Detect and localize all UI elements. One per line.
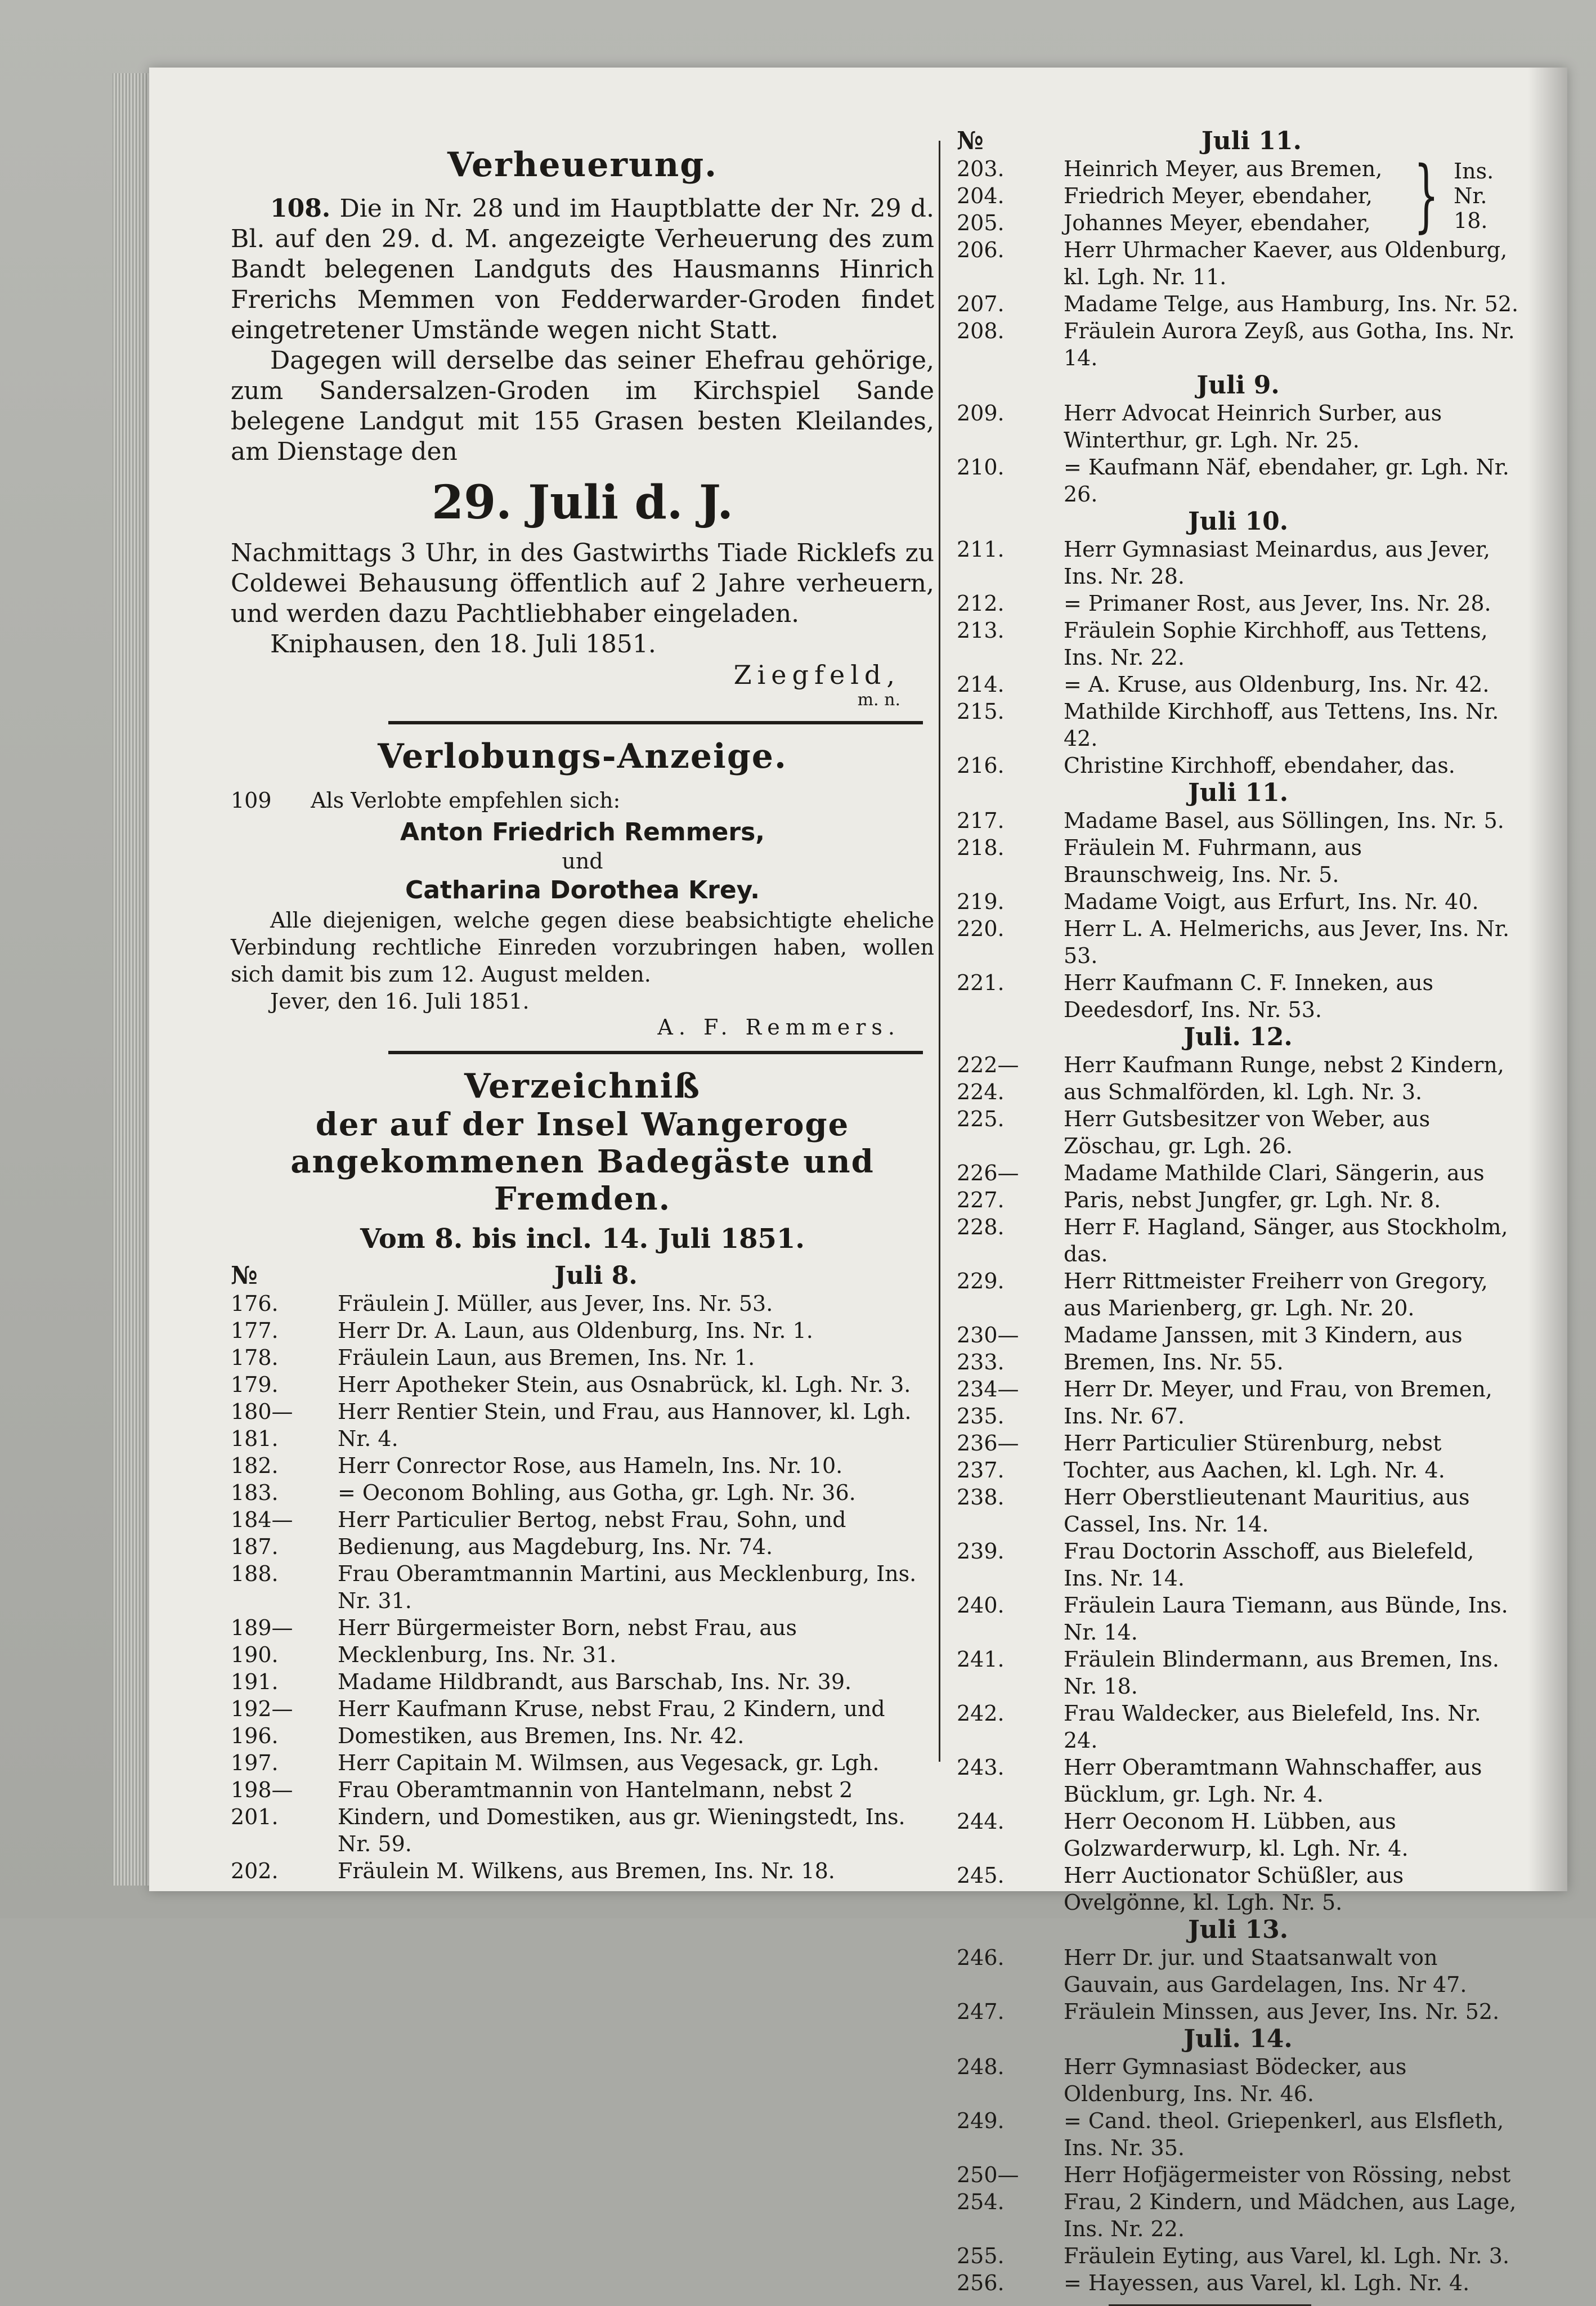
entry-text: Herr Capitain M. Wilmsen, aus Vegesack, gr. Lgh. [338,1750,880,1775]
day-heading-juli-12: Juli. 12. [1183,1023,1293,1051]
entry-text: Herr Kaufmann Kruse, nebst Frau, 2 Kindern, und Domestiken, aus Bremen, Ins. Nr. 42. [338,1696,885,1748]
list-item [957,671,1519,698]
entry-number: 197. [231,1750,279,1775]
entry-number: 211. [957,537,1005,562]
list-item [231,1776,934,1857]
section-divider [388,1051,923,1054]
notice-109-intro: Als Verlobte empfehlen sich: [311,788,621,813]
list-item [231,1614,934,1668]
curly-brace: } [1414,150,1439,241]
list-item [957,1376,1519,1430]
notice-109-name-1: Anton Friedrich Remmers, [400,818,765,847]
list-item [231,1290,934,1317]
entry-text: Herr Gutsbesitzer von Weber, aus Zöschau, gr. Lgh. 26. [1064,1107,1431,1158]
entry-text: Fräulein Minssen, aus Jever, Ins. Nr. 52. [1064,1999,1500,2024]
entry-text: Herr Uhrmacher Kaever, aus Oldenburg, kl. Lgh. Nr. 11. [1064,238,1508,289]
entry-number: 242. [957,1701,1005,1726]
entry-text: Frau Oberamtmannin von Hantelmann, nebst 2 Kindern, und Domestiken, aus gr. Wieningstedt, Ins. Nr. 59. [338,1777,905,1856]
entry-number: 210. [957,455,1005,480]
entry-number: 219. [957,889,1005,914]
list-item [957,209,1407,236]
grouped-entry-names [957,155,1407,236]
list-item [957,1700,1519,1754]
entry-text: Herr Apotheker Stein, aus Osnabrück, kl. Lgh. Nr. 3. [338,1372,911,1397]
entry-text: Frau Oberamtmannin Martini, aus Mecklenburg, Ins. Nr. 31. [338,1561,917,1613]
list-item [231,1749,934,1776]
entry-text: Fräulein Eyting, aus Varel, kl. Lgh. Nr. 3. [1064,2244,1510,2268]
list-item [957,1998,1519,2025]
day-heading-juli-14: Juli. 14. [1183,2025,1293,2053]
entry-number: 188. [231,1561,279,1586]
entry-text: Fräulein M. Fuhrmann, aus Braunschweig, Ins. Nr. 5. [1064,835,1362,887]
entry-text: Frau Waldecker, aus Bielefeld, Ins. Nr. 24. [1064,1701,1481,1753]
entry-number: 247. [957,1999,1005,2024]
entry-number: 220. [957,916,1005,941]
list-item [957,536,1519,590]
entry-number: 177. [231,1318,279,1343]
list-item [957,807,1519,834]
entry-text: Herr Advocat Heinrich Surber, aus Winterthur, gr. Lgh. Nr. 25. [1064,401,1442,453]
entry-text: Fräulein J. Müller, aus Jever, Ins. Nr. 53. [338,1291,773,1316]
list-item [957,2053,1519,2107]
list-item [957,1484,1519,1538]
entry-number: 203. [957,156,1005,181]
list-item [957,2161,1519,2242]
list-item [231,1857,934,1884]
register-entries-a [957,236,1519,371]
list-item [957,888,1519,915]
entry-number: 209. [957,401,1005,426]
entry-number: 239. [957,1539,1005,1564]
entry-number: 192—196. [231,1696,293,1748]
entry-text: Herr Dr. A. Laun, aus Oldenburg, Ins. Nr. 1. [338,1318,813,1343]
entry-text: Herr Bürgermeister Born, nebst Frau, aus Mecklenburg, Ins. Nr. 31. [338,1615,797,1667]
entry-number: 248. [957,2054,1005,2079]
register-heading: Verzeichniß [464,1067,701,1106]
day-heading-juli-13: Juli 13. [1187,1915,1289,1944]
register-subheading: der auf der Insel Wangeroge angekommenen Badegäste und Fremden. [290,1106,875,1217]
entry-text: Fräulein Blindermann, aus Bremen, Ins. Nr. 18. [1064,1647,1499,1699]
entry-number: 246. [957,1945,1005,1970]
notice-108-date: 29. Juli d. J. [432,476,733,530]
left-column [231,135,934,1884]
entry-number: 204. [957,183,1005,208]
entry-number: 205. [957,211,1005,235]
entry-text: Fräulein M. Wilkens, aus Bremen, Ins. Nr. 18. [338,1859,835,1883]
notice-108-number: 108. [270,194,331,223]
entry-number: 234—235. [957,1377,1019,1429]
entry-text: Johannes Meyer, ebendaher, [1064,211,1371,235]
list-item [957,1214,1519,1268]
entry-number: 229. [957,1269,1005,1293]
entry-number: 243. [957,1755,1005,1780]
entry-number: 198—201. [231,1777,293,1829]
notice-109-body: Alle diejenigen, welche gegen diese beabsichtigte eheliche Verbindung rechtliche Einreden vorzubringen haben, wollen sich damit bis zum 12. August melden. [231,908,934,987]
entry-text: Friedrich Meyer, ebendaher, [1064,183,1373,208]
entry-text: = Hayessen, aus Varel, kl. Lgh. Nr. 4. [1064,2271,1470,2295]
entry-text: Fräulein Laun, aus Bremen, Ins. Nr. 1. [338,1345,755,1370]
notice-108-signature: Ziegfeld, [733,660,900,690]
entry-number: 207. [957,292,1005,316]
notice-108-text-1: Die in Nr. 28 und im Hauptblatte der Nr. 29 d. Bl. auf den 29. d. M. angezeigte Verheuerung des zum Bandt belegenen Landguts des Hausmanns Hinrich Frerichs Memmen von Fedderwarder-Groden findet eingetretener Umstände wegen nicht Statt. [231,194,934,344]
list-item [957,155,1407,182]
register-entries-e [957,1051,1519,1916]
notice-108-heading: Verheuerung. [447,145,718,185]
entry-text: Madame Hildbrandt, aus Barschab, Ins. Nr. 39. [338,1669,852,1694]
list-item [957,698,1519,752]
register-entries-c [957,536,1519,779]
notice-108-paragraph-3: Nachmittags 3 Uhr, in des Gastwirths Tiade Ricklefs zu Coldewei Behausung öffentlich auf 2 Jahre verheuern, und werden dazu Pachtliebhaber eingeladen. [231,539,934,628]
entry-text: Fräulein Aurora Zeyß, aus Gotha, Ins. Nr. 14. [1064,319,1515,370]
entry-number: 180—181. [231,1399,293,1451]
section-divider [388,721,923,724]
entry-text: Heinrich Meyer, aus Bremen, [1064,156,1383,181]
entry-number: 221. [957,970,1005,995]
notice-109-place-date: Jever, den 16. Juli 1851. [270,989,530,1014]
list-item [957,236,1519,290]
entry-text: Herr Kaufmann C. F. Inneken, aus Deedesdorf, Ins. Nr. 53. [1064,970,1434,1022]
list-item [231,1317,934,1344]
notice-109-and: und [562,849,603,874]
list-item [957,590,1519,617]
entry-text: Herr L. A. Helmerichs, aus Jever, Ins. Nr. 53. [1064,916,1510,968]
list-item [957,915,1519,969]
list-item [957,617,1519,671]
list-item [957,182,1407,209]
list-item [957,1944,1519,1998]
entry-text: Frau Doctorin Asschoff, aus Bielefeld, Ins. Nr. 14. [1064,1539,1474,1591]
entry-text: Madame Mathilde Clari, Sängerin, aus Paris, nebst Jungfer, gr. Lgh. Nr. 8. [1064,1161,1485,1212]
list-item [231,1452,934,1479]
entry-text: Herr Particulier Bertog, nebst Frau, Sohn, und Bedienung, aus Magdeburg, Ins. Nr. 74. [338,1507,846,1559]
register-date-range: Vom 8. bis incl. 14. Juli 1851. [360,1223,805,1255]
entry-number: 256. [957,2271,1005,2295]
entry-text: Madame Janssen, mit 3 Kindern, aus Bremen, Ins. Nr. 55. [1064,1323,1463,1374]
entry-text: Herr Dr. Meyer, und Frau, von Bremen, Ins. Nr. 67. [1064,1377,1492,1429]
entry-number: 226—227. [957,1161,1019,1212]
entry-number: 208. [957,319,1005,343]
entry-number: 213. [957,618,1005,643]
list-item [957,1268,1519,1322]
grouped-entries [957,150,1519,241]
day-heading-juli-11-b: Juli 11. [1187,778,1289,807]
notice-109-name-2: Catharina Dorothea Krey. [405,876,760,905]
list-item [957,1862,1519,1916]
entry-text: Herr Particulier Stürenburg, nebst Tochter, aus Aachen, kl. Lgh. Nr. 4. [1064,1431,1445,1483]
guest-register [231,1067,934,1884]
entry-number: 202. [231,1859,279,1883]
entry-text: Herr Gymnasiast Meinardus, aus Jever, Ins. Nr. 28. [1064,537,1490,589]
notice-109-number: 109 [231,788,272,813]
register-subheader-row [231,1261,934,1290]
list-item [957,454,1519,508]
entry-number: 245. [957,1863,1005,1888]
entry-number: 228. [957,1215,1005,1239]
list-item [957,1430,1519,1484]
register-entries-d [957,807,1519,1023]
entry-number: 189—190. [231,1615,293,1667]
list-item [957,2242,1519,2269]
entry-text: Madame Voigt, aus Erfurt, Ins. Nr. 40. [1064,889,1479,914]
entry-number: 214. [957,672,1005,697]
list-item [957,752,1519,779]
entry-text: Fräulein Sophie Kirchhoff, aus Tettens, Ins. Nr. 22. [1064,618,1488,670]
list-item [231,1371,934,1398]
entry-text: Madame Telge, aus Hamburg, Ins. Nr. 52. [1064,292,1519,316]
entry-text: Herr F. Hagland, Sänger, aus Stockholm, das. [1064,1215,1508,1266]
entry-number: 191. [231,1669,279,1694]
entry-text: Fräulein Laura Tiemann, aus Bünde, Ins. Nr. 14. [1064,1593,1508,1645]
entry-number: 183. [231,1480,279,1505]
entry-number: 249. [957,2108,1005,2133]
notice-108-paragraph-2: Dagegen will derselbe das seiner Ehefrau gehörige, zum Sandersalzen-Groden im Kirchspiel Sande belegene Landgut mit 155 Grasen besten Kleilandes, am Dienstage den [231,346,934,466]
list-item [231,1560,934,1614]
notice-109 [231,737,934,1040]
entry-number: 241. [957,1647,1005,1672]
day-heading-juli-10: Juli 10. [1187,507,1289,536]
entry-text: = Oeconom Bohling, aus Gotha, gr. Lgh. Nr. 36. [338,1480,856,1505]
entry-number: 230—233. [957,1323,1019,1374]
list-item [957,2269,1519,2296]
list-item [957,317,1519,371]
entry-text: Herr Oberamtmann Wahnschaffer, aus Bücklum, gr. Lgh. Nr. 4. [1064,1755,1482,1807]
entry-number: 236—237. [957,1431,1019,1483]
entry-text: Herr Oberstlieutenant Mauritius, aus Cassel, Ins. Nr. 14. [1064,1485,1470,1537]
list-item [231,1479,934,1506]
column-rule [939,141,940,1762]
list-item [957,1105,1519,1159]
list-item [957,290,1519,317]
list-item [957,834,1519,888]
entry-number: 240. [957,1593,1005,1618]
entry-number: 217. [957,808,1005,833]
notice-109-signature: A. F. Remmers. [657,1015,900,1040]
notice-109-heading: Verlobungs-Anzeige. [378,737,787,776]
entry-text: Mathilde Kirchhoff, aus Tettens, Ins. Nr. 42. [1064,699,1499,751]
entry-number: 244. [957,1809,1005,1834]
list-item [957,1592,1519,1646]
list-item [957,1159,1519,1214]
register-entries-left [231,1290,934,1884]
gutter-shadow [1528,68,1567,1891]
entry-text: Madame Basel, aus Söllingen, Ins. Nr. 5. [1064,808,1504,833]
list-item [231,1695,934,1749]
entry-text: Herr Auctionator Schüßler, aus Ovelgönne, kl. Lgh. Nr. 5. [1064,1863,1404,1915]
list-item [957,1538,1519,1592]
entry-number: 184—187. [231,1507,293,1559]
notice-109-intro-line [231,785,934,816]
list-item [231,1668,934,1695]
entry-text: Herr Oeconom H. Lübben, aus Golzwarderwurp, kl. Lgh. Nr. 4. [1064,1809,1409,1861]
list-item [957,400,1519,454]
entry-text: Herr Dr. jur. und Staatsanwalt von Gauvain, aus Gardelagen, Ins. Nr 47. [1064,1945,1467,1997]
number-symbol: № [957,127,984,155]
list-item [957,2107,1519,2161]
entry-number: 238. [957,1485,1005,1510]
entry-text: Herr Gymnasiast Bödecker, aus Oldenburg, Ins. Nr. 46. [1064,2054,1407,2106]
entry-number: 255. [957,2244,1005,2268]
day-heading-juli-11: Juli 11. [1201,127,1302,155]
entry-text: = Kaufmann Näf, ebendaher, gr. Lgh. Nr. 26. [1064,455,1509,507]
register-entries-b [957,400,1519,508]
notice-108-signature-note: m. n. [857,690,900,710]
day-heading-juli-9: Juli 9. [1196,371,1280,400]
entry-text: Christine Kirchhoff, ebendaher, das. [1064,753,1455,778]
entry-number: 215. [957,699,1005,724]
entry-number: 178. [231,1345,279,1370]
entry-text: Herr Rittmeister Freiherr von Gregory, aus Marienberg, gr. Lgh. Nr. 20. [1064,1269,1488,1320]
entry-number: 176. [231,1291,279,1316]
register-day-heading: Juli 8. [554,1261,638,1290]
entry-text: = A. Kruse, aus Oldenburg, Ins. Nr. 42. [1064,672,1490,697]
list-item [957,969,1519,1023]
list-item [231,1344,934,1371]
entry-number: 250—254. [957,2162,1019,2214]
entry-number: 179. [231,1372,279,1397]
entry-text: Herr Conrector Rose, aus Hameln, Ins. Nr. 10. [338,1453,843,1478]
entry-number: 218. [957,835,1005,860]
right-column [957,127,1519,2306]
notice-108 [231,145,934,710]
entry-text: Herr Rentier Stein, und Frau, aus Hannover, kl. Lgh. Nr. 4. [338,1399,912,1451]
number-symbol: № [231,1261,258,1290]
list-item [957,1322,1519,1376]
notice-108-place-date: Kniphausen, den 18. Juli 1851. [270,630,656,659]
list-item [231,1398,934,1452]
entry-text: Herr Kaufmann Runge, nebst 2 Kindern, aus Schmalförden, kl. Lgh. Nr. 3. [1064,1053,1504,1104]
entry-text: = Cand. theol. Griepenkerl, aus Elsfleth, Ins. Nr. 35. [1064,2108,1504,2160]
list-item [957,1646,1519,1700]
entry-number: 225. [957,1107,1005,1131]
entry-number: 222—224. [957,1053,1019,1104]
entry-text: = Primaner Rost, aus Jever, Ins. Nr. 28. [1064,591,1491,616]
entry-text: Herr Hofjägermeister von Rössing, nebst Frau, 2 Kindern, und Mädchen, aus Lage, Ins. Nr. 22. [1064,2162,1517,2241]
notice-108-paragraph-1 [231,194,934,346]
list-item [957,1808,1519,1862]
entry-number: 216. [957,753,1005,778]
entry-number: 212. [957,591,1005,616]
entry-number: 182. [231,1453,279,1478]
register-entries-f [957,1944,1519,2025]
list-item [957,1051,1519,1105]
entry-number: 206. [957,238,1005,262]
grouped-entry-room: Ins. Nr. 18. [1454,159,1494,233]
register-entries-g [957,2053,1519,2296]
list-item [231,1506,934,1560]
list-item [957,1754,1519,1808]
